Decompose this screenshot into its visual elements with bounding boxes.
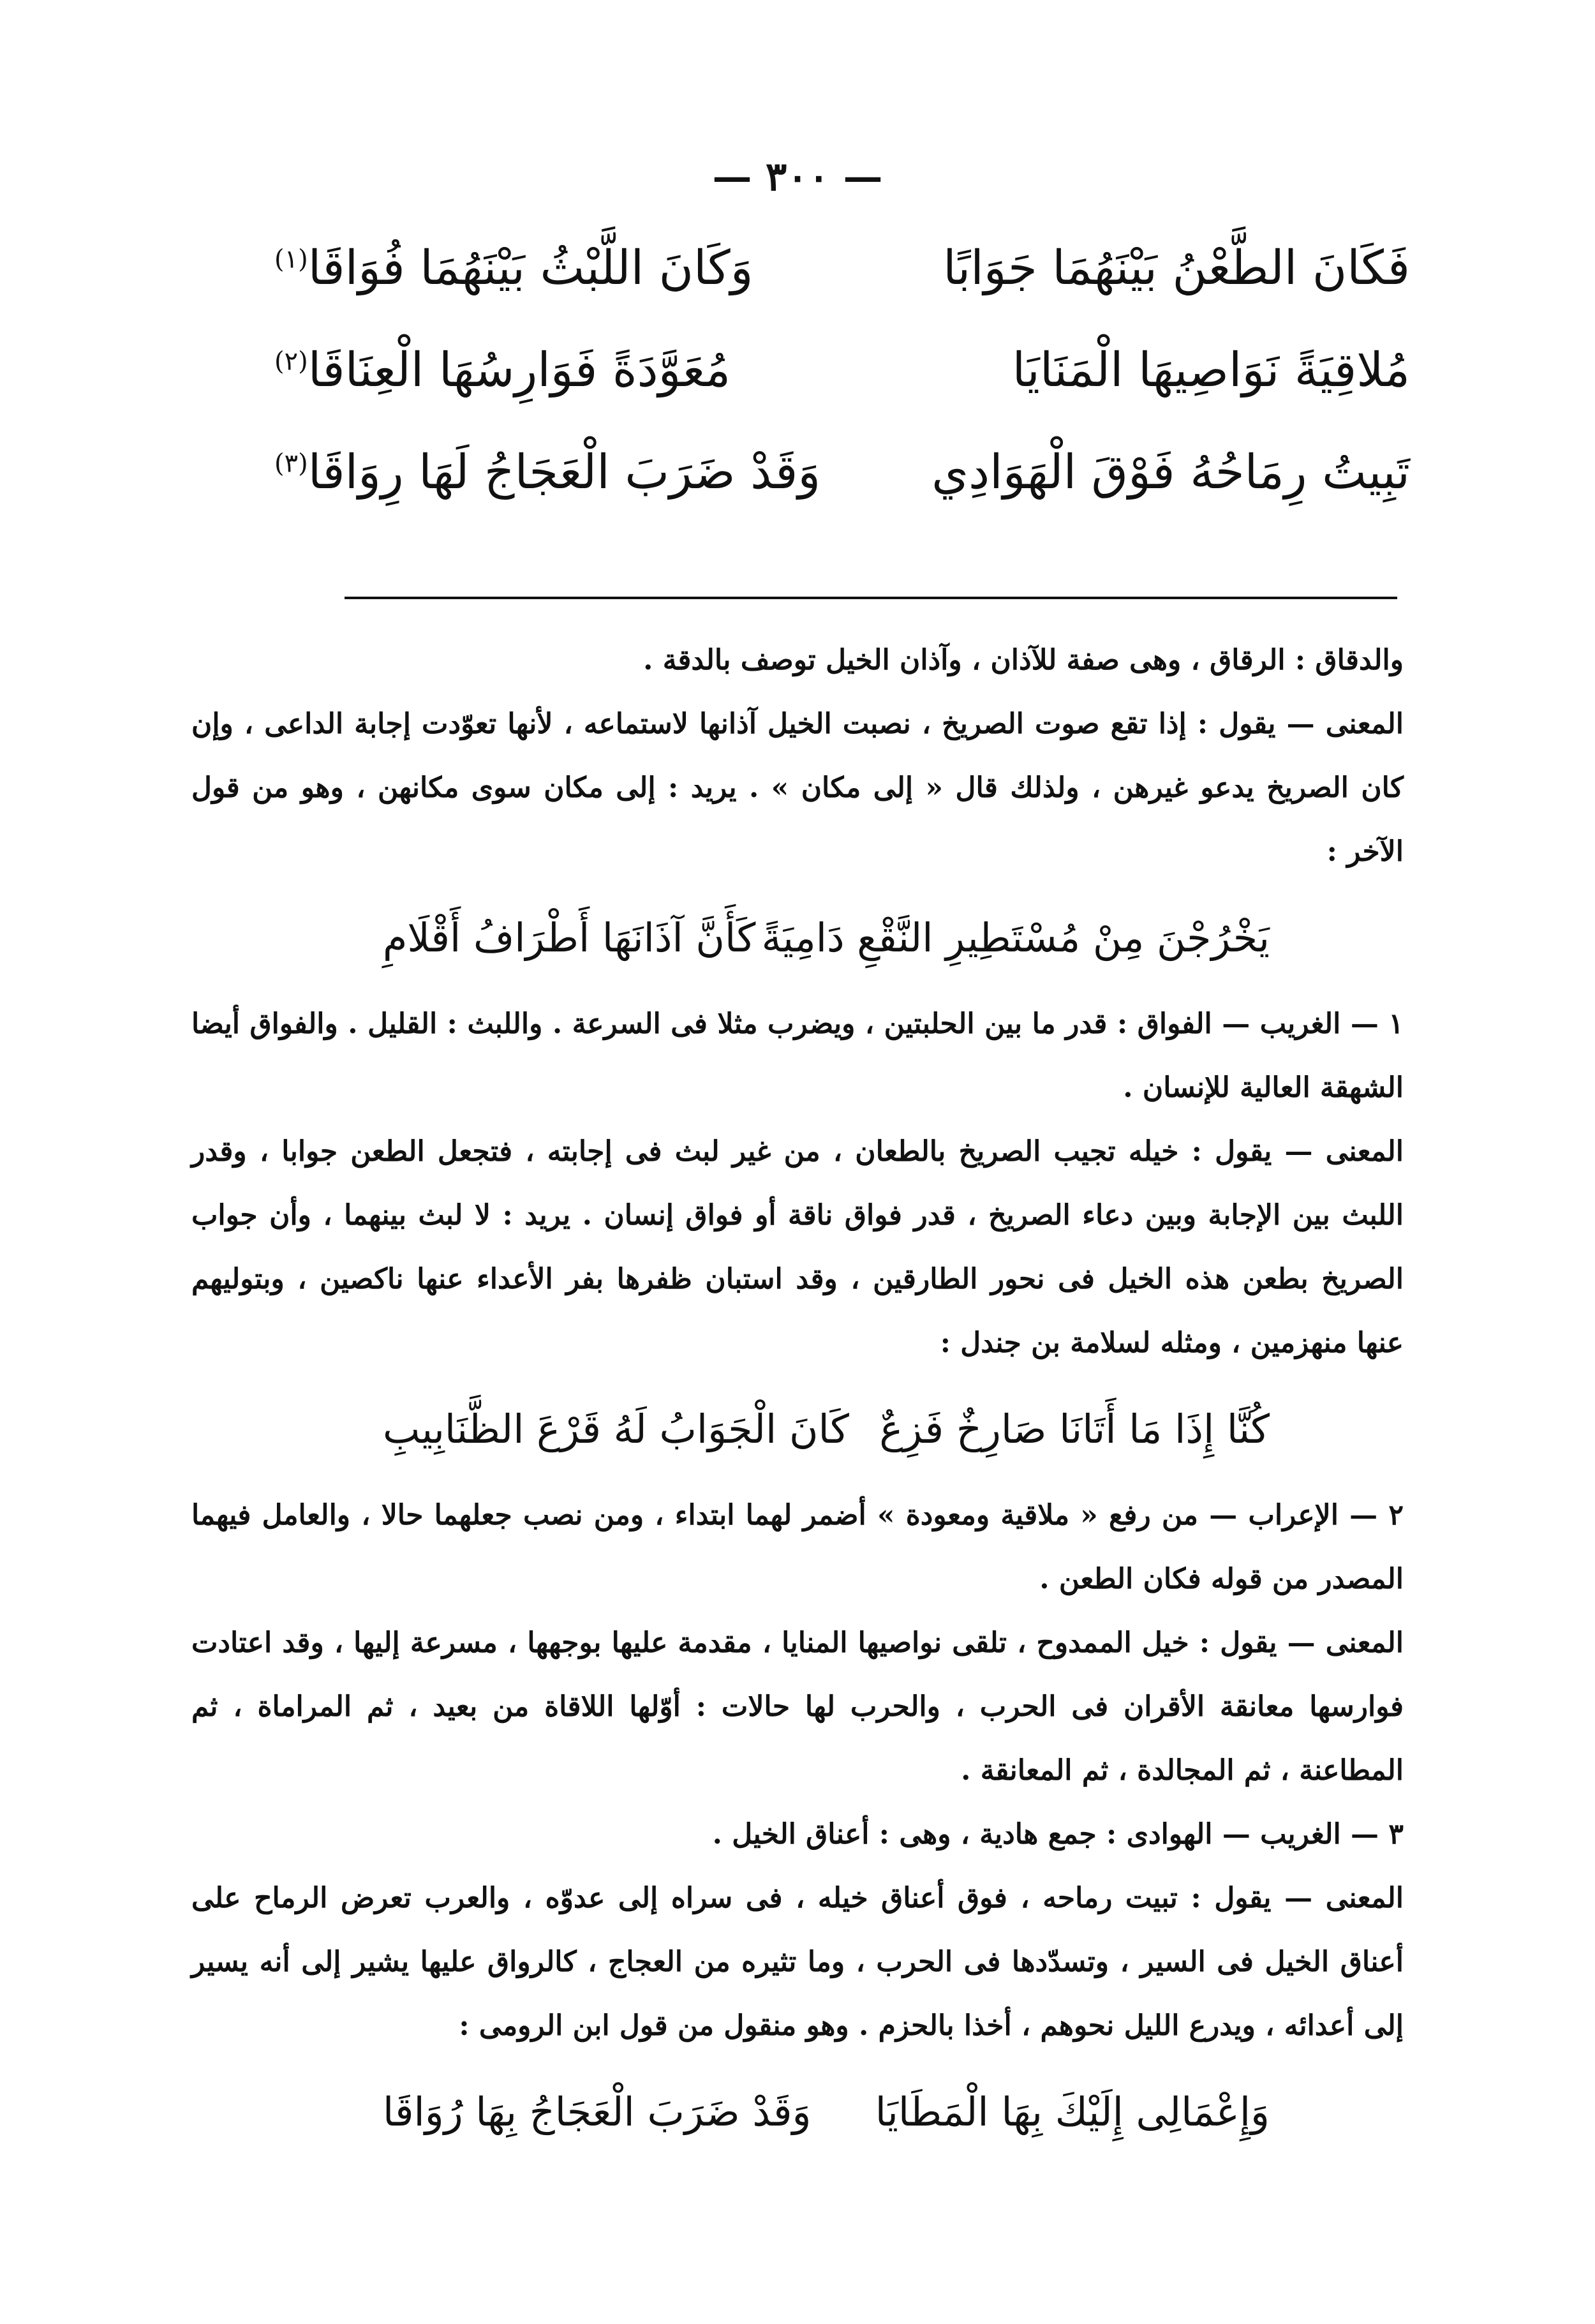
- verse-line-1: [274, 217, 1410, 319]
- footnote-marker-3: (٣): [274, 449, 308, 479]
- verse-3-first-hemistich: تَبِيتُ رِمَاحُهُ فَوْقَ الْهَوَادِي: [931, 445, 1410, 500]
- commentary-paragraph-6: [191, 1611, 1404, 1803]
- verse-1-second-text: وَكَانَ اللَّبْثُ بَيْنَهُمَا فُوَاقَا: [308, 241, 753, 295]
- meaning-label: المعنى —: [1284, 1882, 1404, 1914]
- irab-label: ٢ — الإعراب —: [1209, 1499, 1404, 1531]
- quoted-verse-3-first: وَإِعْمَالِى إِلَيْكَ بِهَا الْمَطَايَا: [875, 2089, 1270, 2135]
- meaning-label: المعنى —: [1284, 1135, 1404, 1168]
- quoted-verse-2-second: كَانَ الْجَوَابُ لَهُ قَرْعَ الظَّنَابِيبِ: [383, 1406, 849, 1452]
- verse-line-3: [274, 421, 1410, 523]
- gharib-label: ٣ — الغريب —: [1222, 1818, 1404, 1851]
- gharib-label: ١ — الغريب —: [1222, 1008, 1404, 1040]
- quoted-verse-1: [191, 884, 1404, 992]
- gharib-text: الفواق : قدر ما بين الحلبتين ، ويضرب مثلا فى السرعة . واللبث : القليل . والفواق أيضا الشهقة العالية للإنسان .: [191, 1008, 1404, 1104]
- verse-2-second-hemistich: [274, 343, 731, 398]
- commentary: [191, 629, 1404, 2166]
- meaning-label: المعنى —: [1286, 708, 1404, 740]
- meaning-label: المعنى —: [1287, 1627, 1404, 1659]
- commentary-paragraph-8: [191, 1866, 1404, 2058]
- quoted-verse-3: [191, 2058, 1404, 2166]
- quoted-verse-2: [191, 1375, 1404, 1484]
- quoted-verse-3-second: وَقَدْ ضَرَبَ الْعَجَاجُ بِهَا رُوَاقَا: [383, 2089, 812, 2135]
- gharib-text: الهوادى : جمع هادية ، وهى : أعناق الخيل .: [712, 1818, 1213, 1851]
- commentary-paragraph-4: [191, 1120, 1404, 1375]
- commentary-paragraph-3: [191, 992, 1404, 1120]
- commentary-paragraph-2: [191, 692, 1404, 884]
- meaning-text: يقول : تبيت رماحه ، فوق أعناق خيله ، فى سراه إلى عدوّه ، والعرب تعرض الرماح على أعناق الخيل فى السير ، وتسدّدها فى الحرب ، وما تثيره من العجاج ، كالرواق عليها يشير إلى أنه يسير إلى أعدائه ، ويدرع الليل نحوهم ، أخذا بالحزم . وهو منقول من قول ابن الرومى :: [191, 1882, 1404, 2042]
- meaning-text: يقول : إذا تقع صوت الصريخ ، نصبت الخيل آذانها لاستماعه ، لأنها تعوّدت إجابة الداعى ، وإن كان الصريخ يدعو غيرهن ، ولذلك قال « إلى مكان » . يريد : إلى مكان سوى مكانهن ، وهو من قول الآخر :: [191, 708, 1404, 868]
- quoted-verse-2-first: كُنَّا إِذَا مَا أَتَانَا صَارِخٌ فَزِعٌ: [879, 1406, 1270, 1452]
- verse-1-second-hemistich: [274, 241, 753, 295]
- verse-2-first-hemistich: مُلاقِيَةً نَوَاصِيهَا الْمَنَايَا: [1012, 343, 1410, 398]
- footnote-marker-2: (٢): [274, 346, 308, 376]
- meaning-text: يقول : خيل الممدوح ، تلقى نواصيها المنايا ، مقدمة عليها بوجهها ، مسرعة إليها ، وقد اعتادت فوارسها معانقة الأقران فى الحرب ، والحرب لها حالات : أوّلها اللاقاة من بعيد ، ثم المراماة ، ثم المطاعنة ، ثم المجالدة ، ثم المعانقة .: [191, 1627, 1404, 1787]
- page-number: — ٣٠٠ —: [712, 153, 883, 200]
- verse-3-second-hemistich: [274, 445, 820, 500]
- commentary-paragraph-5: [191, 1484, 1404, 1611]
- commentary-paragraph-1: والدقاق : الرقاق ، وهى صفة للآذان ، وآذان الخيل توصف بالدقة .: [643, 644, 1404, 676]
- verse-3-second-text: وَقَدْ ضَرَبَ الْعَجَاجُ لَهَا رِوَاقَا: [308, 445, 821, 500]
- commentary-paragraph-7: [191, 1803, 1404, 1866]
- verse-line-2: [274, 319, 1410, 421]
- verse-1-first-hemistich: فَكَانَ الطَّعْنُ بَيْنَهُمَا جَوَابًا: [943, 241, 1410, 295]
- quoted-verse-1-first: يَخْرُجْنَ مِنْ مُسْتَطِيرِ النَّقْعِ دَامِيَةً: [761, 914, 1270, 961]
- verse-block: [274, 217, 1410, 523]
- irab-text: من رفع « ملاقية ومعودة » أضمر لهما ابتداء ، ومن نصب جعلهما حالا ، والعامل فيهما المصدر من قوله فكان الطعن .: [191, 1499, 1404, 1595]
- separator-rule: [345, 597, 1397, 599]
- footnote-marker-1: (١): [274, 244, 308, 274]
- meaning-text: يقول : خيله تجيب الصريخ بالطعان ، من غير لبث فى إجابته ، فتجعل الطعن جوابا ، وقدر اللبث بين الإجابة وبين دعاء الصريخ ، قدر فواق ناقة أو فواق إنسان . يريد : لا لبث بينهما ، وأن جواب الصريخ بطعن هذه الخيل فى نحور الطارقين ، وقد استبان ظفرها بفر الأعداء عنها ناكصين ، وبتوليهم عنها منهزمين ، ومثله لسلامة بن جندل :: [191, 1135, 1404, 1359]
- verse-2-second-text: مُعَوَّدَةً فَوَارِسُهَا الْعِنَاقَا: [308, 343, 731, 398]
- quoted-verse-1-second: كَأَنَّ آذَانَهَا أَطْرَافُ أَقْلَامِ: [383, 914, 756, 961]
